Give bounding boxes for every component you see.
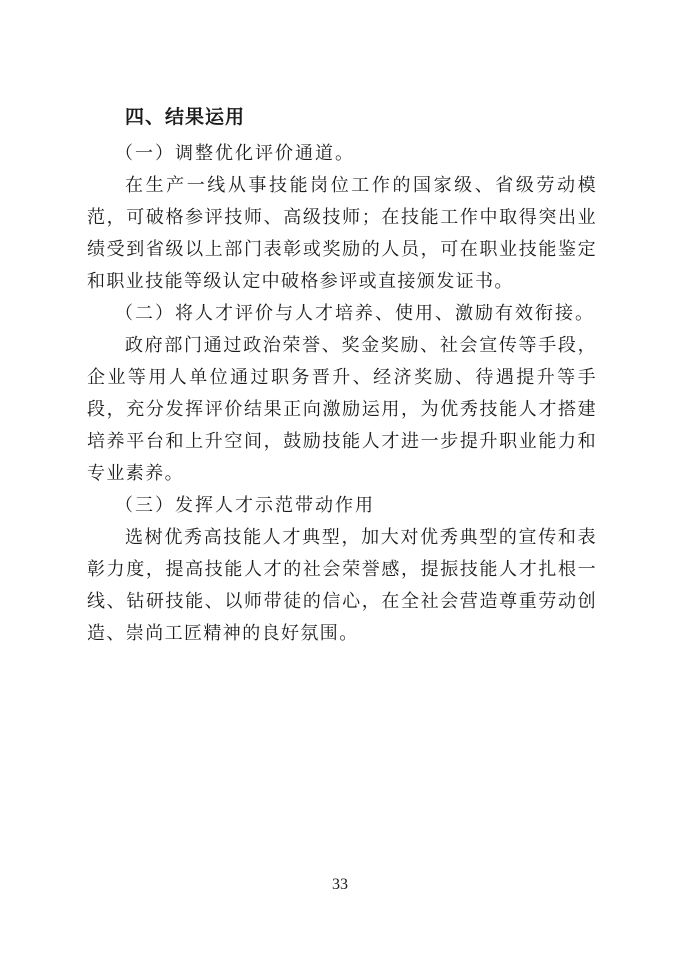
subsection-heading-3: （三）发挥人才示范带动作用 bbox=[115, 495, 375, 516]
subsection-heading-1: （一）调整优化评价通道。 bbox=[115, 143, 355, 164]
subsection-body-1: 在生产一线从事技能岗位工作的国家级、省级劳动模范，可破格参评技师、高级技师；在技能工作中取得突出业绩受到省级以上部门表彰或奖励的人员，可在职业技能鉴定和职业技能等级认定中破格参评或直接颁发证书。 bbox=[87, 175, 597, 292]
subsection-body-3: 选树优秀高技能人才典型，加大对优秀典型的宣传和表彰力度，提高技能人才的社会荣誉感，提振技能人才扎根一线、钻研技能、以师带徒的信心，在全社会营造尊重劳动创造、崇尚工匠精神的良好氛围。 bbox=[87, 527, 597, 644]
subsection-heading-2: （二）将人才评价与人才培养、使用、激励有效衔接。 bbox=[115, 303, 595, 324]
subsection-body-2: 政府部门通过政治荣誉、奖金奖励、社会宣传等手段，企业等用人单位通过职务晋升、经济奖励、待遇提升等手段，充分发挥评价结果正向激励运用，为优秀技能人才搭建培养平台和上升空间，鼓励技能人才进一步提升职业能力和专业素养。 bbox=[87, 335, 597, 484]
section-title: 四、结果运用 bbox=[125, 106, 246, 128]
page-number: 33 bbox=[332, 876, 348, 893]
page-content bbox=[87, 103, 597, 650]
